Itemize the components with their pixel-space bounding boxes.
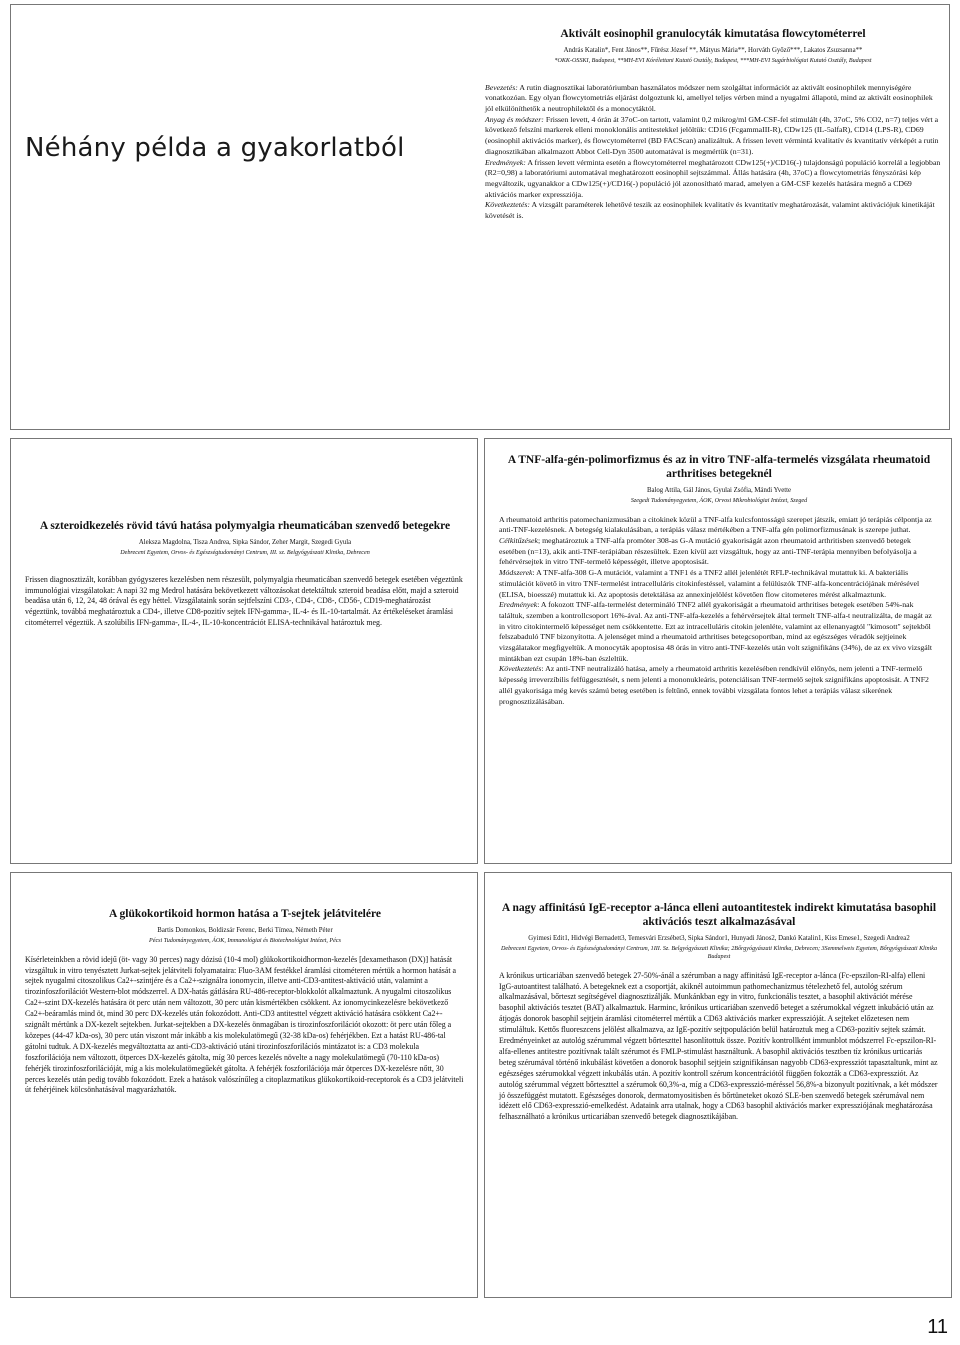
abstract-body [485,83,941,222]
abstract-authors: Balog Attila, Gál János, Gyulai Zsófia, Mándi Yvette [646,487,792,494]
abstract-authors: Aleksza Magdolna, Tisza Andrea, Sipka Sándor, Zeher Margit, Szegedi Gyula [138,539,352,546]
abstract-ige-receptor [499,901,939,1123]
abstract-body: Frissen diagnosztizált, korábban gyógyszeres kezelésben nem részesült, polymyalgia rheumaticában szenvedő betegek esetében végeztünk immunológiai vizsgálatokat: A napi 32 mg Medrol hatására bekövetkezett változásokat detektáltuk szteroid beadása előtt, majd a szteroid beadása után 6, 12, 24, 48 órával és egy héttel. Vizsgálataink során sejtfelszíni CD3-, CD4-, CD8-, CD56-, CD19-meghatározást végeztünk, továbbá meghatároztuk a CD4-, illetve CD8-pozitív sejtek IFN-gamma-, IL-4- és IL-10-tartalmát. Az értékeléseket áramlási citométerrel végeztük. A szolúbilis IFN-gamma-, IL-4-, IL-10-koncentrációt ELISA-technikával határoztuk meg. [25,574,463,628]
abstract-steroid [25,519,465,629]
abstract-authors: Bartis Domonkos, Boldizsár Ferenc, Berki Tímea, Németh Péter [157,927,333,934]
abstract-affiliation: Debreceni Egyetem, Orvos- és Egészségtudományi Centrum, 1III. Sz. Belgyógyászati Klinika; 2Bőrgyógyászati Klinika, Debrecen; 3Semmelweis Egyetem, Bőrgyógyászati Klinika Budapest [500,945,938,960]
abstract-eosinophil [485,27,941,222]
abstract-paragraph: Anyag és módszer: Frissen levett, 4 órán át 37oC-on tartott, valamint 0,2 mikrog/ml GM-CSF-fel stimulált (4h, 37oC, 5% CO2, n=7) teljes vért a következő felszíni markerek elleni monoklonális antitestekkel jelöltük: CD16 (FcgammaIII-R), CDw125 (IL-5alfaR), CD14 (LPS-R), CD69 (eosinophil aktivációs marker), és flowcytométerrel (BD FACScan) analizáltuk. A frissen levett vérmintá kvalitatív és kvantitatív vérképét a rutin diagnosztikában alkalmazott Abbot Cell-Dyn 3500 automatával is megmértük (n=31). [485,114,939,156]
abstract-body: A krónikus urticariában szenvedő betegek 27-50%-ánál a szérumban a nagy affinitású IgE-receptor a-lánca (Fc-epszilon-RI-alfa) elleni IgG-autoantitest található. A betegeknek ezt a csoportját, akiknél autoimmun pathomechanizmus tételezhető fel, autológ szérum alkalmazásával, bőrteszt segítségével diagnosztizálják. Munkánkban egy in vitro, funkcionális tesztet, a basophil aktivációt mérése basophil aktivációs tesztet (BAT) alkalmaztuk. Harminc, krónikus urticariában szenvedő beteget a szérumokkal végzett inkubáció után az átjogás donorok basophil sejtjein áramlási citométerrel mértük a CD63 aktivációs marker expresszióját. A sejteket előzetesen nem stimuláltuk. Kettős fluoreszcens jelölést alkalmazva, az IgE-pozitív sejtpopuláción belül határoztuk meg a CD63-pozitív sejtek számát. Eredményeinket az autológ szérummal végzett bőrteszttel hasonlítottuk össze. Pozitív kontrollként immunblot módszerrel Fc-epszilon-RI-alfa-ellenes antitestre pozitívnak talált szérumot és FMLP-stimulást használtunk. A basophil aktivációs tesztben tíz krónikus urticariás beteg szérumával történő inkubálást követően a donorok basophil sejtjein szignifikánsan nagyobb CD63-expressziót tapasztaltunk, mint az egészséges szérumokkal végzett inkubálás után. A pozitív kontroll szérum koncentrációtól függően fokozták a CD63-expressziót. Az autológ szérummal végzett bőrteszttel a szérumok 60,3%-a, míg a CD63-expresszió-méréssel 56,8%-a bizonyult pozitívnak, a két módszer jó összefüggést mutatott. Egészséges donorok, dermatomyositisben és bőrtüneteket okozó SLE-ben szenvedő betegek szérumával nem idézett elő CD63-expresszió-emelkedést. Adataink arra utalnak, hogy a CD63 basophil aktivációs marker expressziójának meghatározása felhasználható a krónikus urticariában szenvedő betegek diagnosztikájában. [499,970,938,1122]
abstract-paragraph: Eredmények: A fokozott TNF-alfa-termelést determináló TNF2 allél gyakoriságát a rheumatoid arthritises betegek esetében 54%-nak találtuk, szemben a kontrollcsoport 16%-ával. Az anti-TNF-alfa-kezelés a fehérvérsejtek által termelt TNF-alfa-t neutralizálta, de magát az in vitro citokintermelő képességet nem csökkentette. Ezt az intracelluláris citokin jelenléte, valamint az ellenanyagtól "kimosott" sejtekből felszabaduló TNF bizonyította. A jelenséget mind a rheumatoid arthritises betegcsoportban, mind az egészséges véradók sejtjeinek vizsgálatakor megfigyeltük. A monocyták apoptosisa 48 órás in vitro anti-TNF-kezelés után volt szignifikáns (34%), de az ex vivo vizsgált mintákban ezt csupán 18%-ban észleltük. [499,600,933,663]
abstract-title: A glükokortikoid hormon hatása a T-sejtek jelátvitelére [109,908,381,920]
slide-heading: Néhány példa a gyakorlatból [25,133,405,163]
slide-3 [484,438,952,864]
slide-1 [10,4,950,430]
abstract-authors: András Katalin*, Fent János**, Fűrész József **, Mátyus Mária**, Horváth Győző***, Lakatos Zsuzsanna** [563,47,863,54]
abstract-affiliation: Szegedi Tudományegyetem, ÁOK, Orvosi Mikrobiológiai Intézet, Szeged [630,497,808,504]
slide-5 [484,872,952,1298]
abstract-affiliation: *OKK-OSSKI, Budapest, **MH-EVI Kórélettani Kutató Osztály, Budapest, ***MH-EVI Sugárbiológiai Kutató Osztály, Budapest [554,57,872,64]
abstract-paragraph: A rheumatoid arthritis patomechanizmusában a citokinek közül a TNF-alfa kulcsfontosságú szerepet játszik, emiatt jó terápiás célpontja az anti-TNF-kezelésnek. A betegség kialakulásában, a terápiás válasz mértékében a TNF-alfa gén polimorfizmusának is szerepe juthat. [499,514,932,535]
abstract-paragraph: Következtetés: A vizsgált paraméterek lehetővé teszik az eosinophilek kvalitatív és kvantitatív meghatározását, valamint aktivációjuk kinetikáját követését is. [485,200,935,221]
abstract-body [499,515,939,708]
abstract-tnf [499,453,939,707]
abstract-paragraph: Következtetés: Az anti-TNF neutralizáló hatása, amely a rheumatoid arthritis kezelésében rendkívül előnyös, nem jelenti a TNF-termelő képesség irreverzíbilis felfüggesztését, s nem jelenti a mononukleáris, potenciálisan TNF-termelő sejtek szignifikáns apoptosisát. A TNF2 allél gyakorisága még kevés számú beteg esetében is feltűnő, ennek további vizsgálata fontos lehet a terápiás válasz sikerének prognosztizálásában. [499,664,929,706]
abstract-paragraph: Eredmények: A frissen levett vérminta esetén a flowcytométerrel meghatározott CDw125(+)/CD16(-) tulajdonságú populáció korrelál a legjobban (R2=0,98) a laboratóriumi automatával meghatározott eosinophil sejtszámmal. Állás hatására (4h, 37oC) a flowcytometriás fényszórási kép megváltozik, ugyanakkor a CDw125(+)/CD16(-) populáció jól azonosítható marad, amelyen a GM-CSF kezelés hatására megnő a CD69 aktivációs marker expressziója. [485,157,941,199]
slide-4 [10,872,478,1298]
slide-2 [10,438,478,864]
abstract-body: Kísérleteinkben a rövid idejű (öt- vagy 30 perces) nagy dózisú (10-4 mol) glükokortikoidhormon-kezelés [dexamethason (DX)] hatását vizsgáltuk in vitro tenyésztett Jurkat-sejtek jelátviteli folyamataira: Fluo-3AM festékkel áramlási citométeren mértük a hormon hatását a sejtek nyugalmi citoszolikus Ca2+-szintjére és a Ca2+-szignálra ionomycin, illetve anti-CD3-antitest-aktiváció után, valamint a tirozinfoszforilációt Western-blot módszerrel. A DX-hatás gátlására RU-486-receptor-blokkolót alkalmaztunk. A nyugalmi citoszolikus Ca2+-szint DX-kezelés hatására öt perc után nem változott, 30 perc után kismértékben csökkent. Az ionomycinkezelésre bekövetkező Ca2+-beáramlás mind öt, mind 30 perc DX-kezelés után fokozódott. Anti-CD3 antitesttel végzett aktiváció hatására csökkent Ca2+-szignált mértünk a DX-kezelt sejtekben. Jurkat-sejtekben a DX-kezelés önmagában is tirozinfoszforilációt okozott: öt perc után főleg a közepes (44-47 kDa-os), 30 perc után viszont már inkább a kis molekulatömegű (32-38 kDa-os) fehérjékben. Ezt a hatást RU-486-tal gátolni tudtuk. A DX-kezelés megváltoztatta az anti-CD3-aktiváció utáni tirozinfoszforilációs mintázatot is: a CD3 molekula foszforilációja nem változott, ötperces DX-kezelés gátolta, míg 30 perces kezelés növelte a nagy molekulatömegű (70-110 kDa-os) fehérjék tirozinfoszforilációját, míg a kis molekulatömegűekét gátolta. A fehérjék foszforilációja már ötperces DX-kezelésre nőtt, 30 perces kezelés után pedig tovább fokozódott. Ezek a hatások valószínűleg a citoplazmatikus glükokortikoid-receptorok és a CD3 jelátviteli út fehérjéinek kölcsönhatásával magyarázhatók. [25,954,464,1095]
abstract-affiliation: Pécsi Tudományegyetem, ÁOK, Immunológiai és Biotechnológiai Intézet, Pécs [149,937,341,944]
abstract-title: A nagy affinitású IgE-receptor a-lánca elleni autoantitestek indirekt kimutatása basophil aktivációs teszt alkalmazásával [501,902,937,928]
abstract-glucocorticoid [25,907,465,1096]
page-number: 11 [927,1316,948,1338]
abstract-paragraph: Bevezetés: A rutin diagnosztikai laboratóriumban használatos módszer nem szolgáltat információt az aktivált eosinophilek mennyiségére vonatkozóan. Egy olyan flowcytometriás eljárást dolgoztunk ki, amellyel teljes vérben mind a nyugalmi állapotú, mind az aktivált eosinophilek jól elkülöníthetők a neutrophilektől és a monocytáktól. [485,82,933,113]
abstract-paragraph: Célkitűzések; meghatároztuk a TNF-alfa promóter 308-as G-A mutáció gyakoriságát azon rheumatoid arthritisben szenvedő betegek esetében (n=13), akik anti-TNF-terápiában részesültek. Ezen kívül azt vizsgáltuk, hogy az anti-TNF-terápia mennyiben befolyásolja a fehérvérsejtek in vitro TNF-termelő képességét, illetve apoptosisát. [499,536,917,567]
abstract-paragraph: Módszerek: A TNF-alfa-308 G-A mutációt, valamint a TNF1 és a TNF2 allél jelenlétét RFLP-technikával mutattuk ki. A bakteriális stimulációt követő in vitro TNF-termelést intracelluláris citokinfestéssel, valamint a felülúszók TNF-alfa-koncentrációjának mérésével (ELISA, bioesszé) mutattuk ki. Az apoptosis detektálása az annexinjelölést követően flow citometeres mérést alkalmaztunk. [499,568,920,599]
abstract-affiliation: Debreceni Egyetem, Orvos- és Egészségtudományi Centrum, III. sz. Belgyógyászati Klinika, Debrecen [120,549,370,556]
abstract-authors: Gyimesi Edit1, Hidvégi Bernadett3, Temesvári Erzsébet3, Sipka Sándor1, Hunyadi János2, Dankó Katalin1, Kiss Emese1, Szegedi Andrea2 [528,935,910,942]
abstract-title: A TNF-alfa-gén-polimorfizmus és az in vitro TNF-alfa-termelés vizsgálata rheumatoid arthritises betegeknél [507,454,931,480]
abstract-title: A szteroidkezelés rövid távú hatása polymyalgia rheumaticában szenvedő betegekre [39,520,451,532]
abstract-title: Aktivált eosinophil granulocyták kimutatása flowcytométerrel [560,28,866,40]
